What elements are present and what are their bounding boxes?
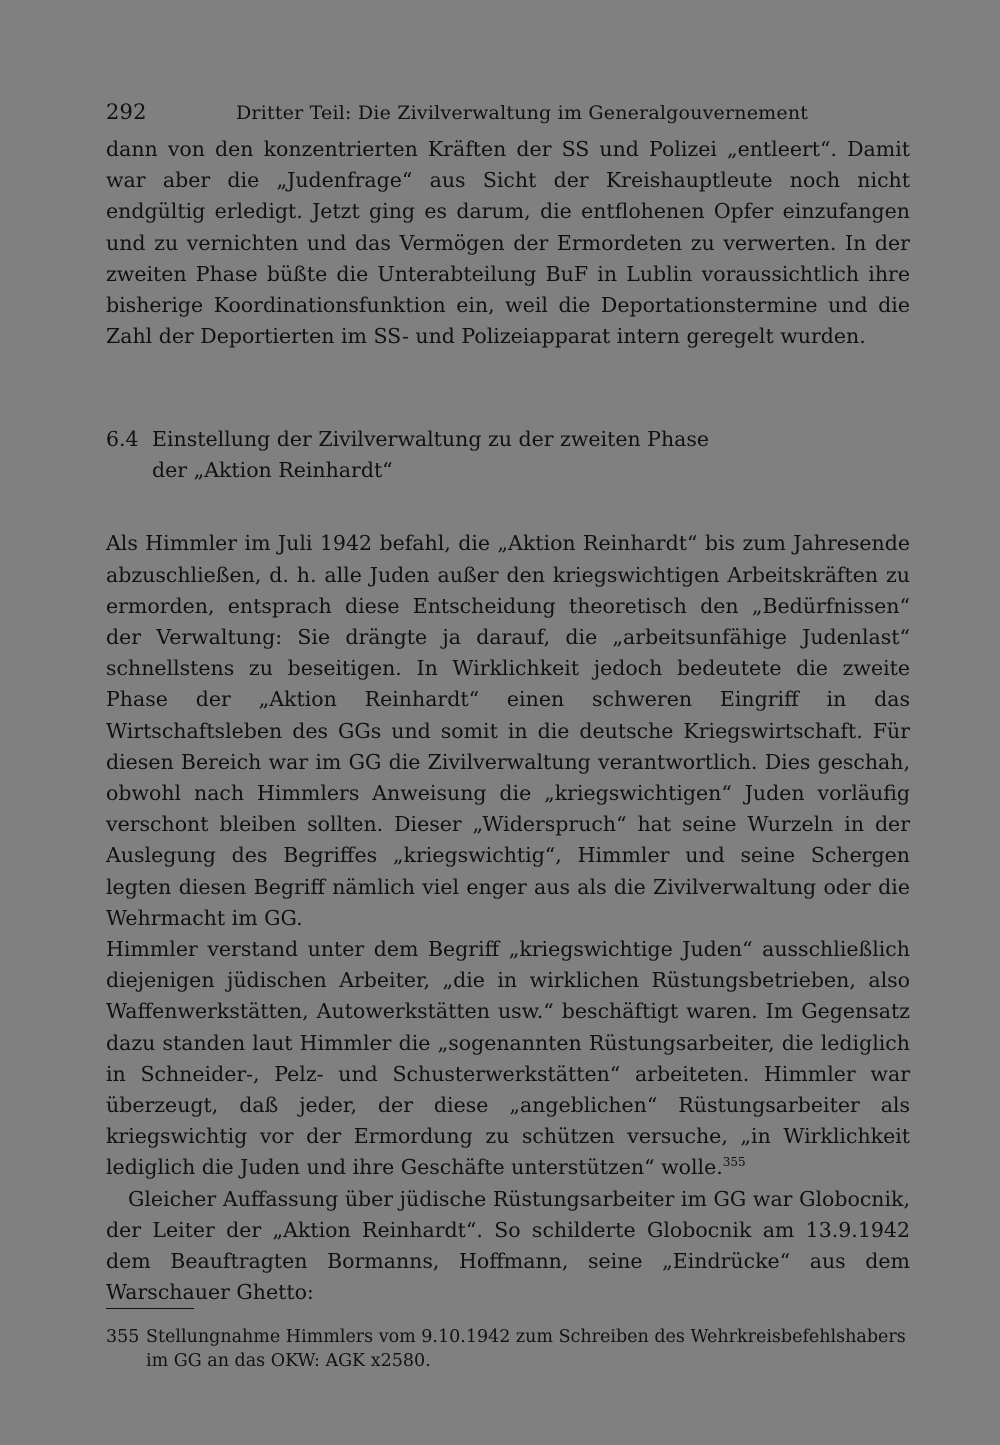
section-title xyxy=(152,424,910,486)
paragraph-2-text: Himmler verstand unter dem Begriff „kriegswichtige Juden“ ausschließlich diejenigen jüdischen Arbeiter, „die in wirklichen Rüstungsbetrieben, also Waffenwerkstätten, Autowerkstätten usw.“ beschäftigt waren. Im Gegensatz dazu standen laut Himmler die „sogenannten Rüstungsarbeiter, die lediglich in Schneider-, Pelz- und Schusterwerkstätten“ arbeiteten. Himmler war überzeugt, daß jeder, der diese „angeblichen“ Rüstungsarbeiter als kriegswichtig vor der Ermordung zu schützen versuche, „in Wirklichkeit lediglich die Juden und ihre Geschäfte unterstützen“ wolle. xyxy=(106,937,910,1180)
section-title-line2: der „Aktion Reinhardt“ xyxy=(152,458,393,483)
page-content xyxy=(106,100,910,1309)
section-title-line1: Einstellung der Zivilverwaltung zu der zweiten Phase xyxy=(152,427,710,452)
footnote-reference: 355 xyxy=(722,1155,746,1170)
paragraph-intro: dann von den konzentrierten Kräften der SS und Polizei „entleert“. Damit war aber die „Judenfrage“ aus Sicht der Kreishauptleute noch nicht endgültig erledigt. Jetzt ging es darum, die entflohenen Opfer einzufangen und zu vernichten und das Vermögen der Ermordeten zu verwerten. In der zweiten Phase büßte die Unterabteilung BuF in Lublin voraussichtlich ihre bisherige Koordinationsfunktion ein, weil die Deportationstermine und die Zahl der Deportierten im SS- und Polizeiapparat intern geregelt wurden. xyxy=(106,137,910,349)
page-number: 292 xyxy=(106,100,147,124)
paragraph-1: Als Himmler im Juli 1942 befahl, die „Aktion Reinhardt“ bis zum Jahresende abzuschließen, d. h. alle Juden außer den kriegswichtigen Arbeitskräften zu ermorden, entsprach diese Entscheidung theoretisch den „Bedürfnissen“ der Verwaltung: Sie drängte ja darauf, die „arbeitsunfähige Judenlast“ schnellstens zu beseitigen. In Wirklichkeit jedoch bedeutete die zweite Phase der „Aktion Reinhardt“ einen schweren Eingriff in das Wirtschaftsleben des GGs und somit in die deutsche Kriegswirtschaft. Für diesen Bereich war im GG die Zivilverwaltung verantwortlich. Dies geschah, obwohl nach Himmlers Anweisung die „kriegswichtigen“ Juden vorläufig verschont bleiben sollten. Dieser „Widerspruch“ hat seine Wurzeln in der Auslegung des Begriffes „kriegswichtig“, Himmler und seine Schergen legten diesen Begriff nämlich viel enger aus als die Zivilverwaltung oder die Wehrmacht im GG. xyxy=(106,531,910,930)
section-number: 6.4 xyxy=(106,427,139,452)
footnote-rule xyxy=(106,1308,194,1309)
section-body xyxy=(106,528,910,1308)
paragraph-2 xyxy=(106,934,910,1184)
footnote-text: Stellungnahme Himmlers vom 9.10.1942 zum Schreiben des Wehrkreisbefehlshabers im GG an das OKW: AGK x2580. xyxy=(146,1327,906,1371)
running-header xyxy=(106,100,910,134)
running-title: Dritter Teil: Die Zivilverwaltung im Generalgouvernement xyxy=(236,102,809,124)
footnote-number: 355 xyxy=(106,1327,140,1347)
footnote xyxy=(106,1325,910,1373)
paragraph-3: Gleicher Auffassung über jüdische Rüstungsarbeiter im GG war Globocnik, der Leiter der „Aktion Reinhardt“. So schilderte Globocnik am 13.9.1942 dem Beauftragten Bormanns, Hoffmann, seine „Eindrücke“ aus dem Warschauer Ghetto: xyxy=(106,1186,910,1305)
section-heading xyxy=(106,424,910,486)
